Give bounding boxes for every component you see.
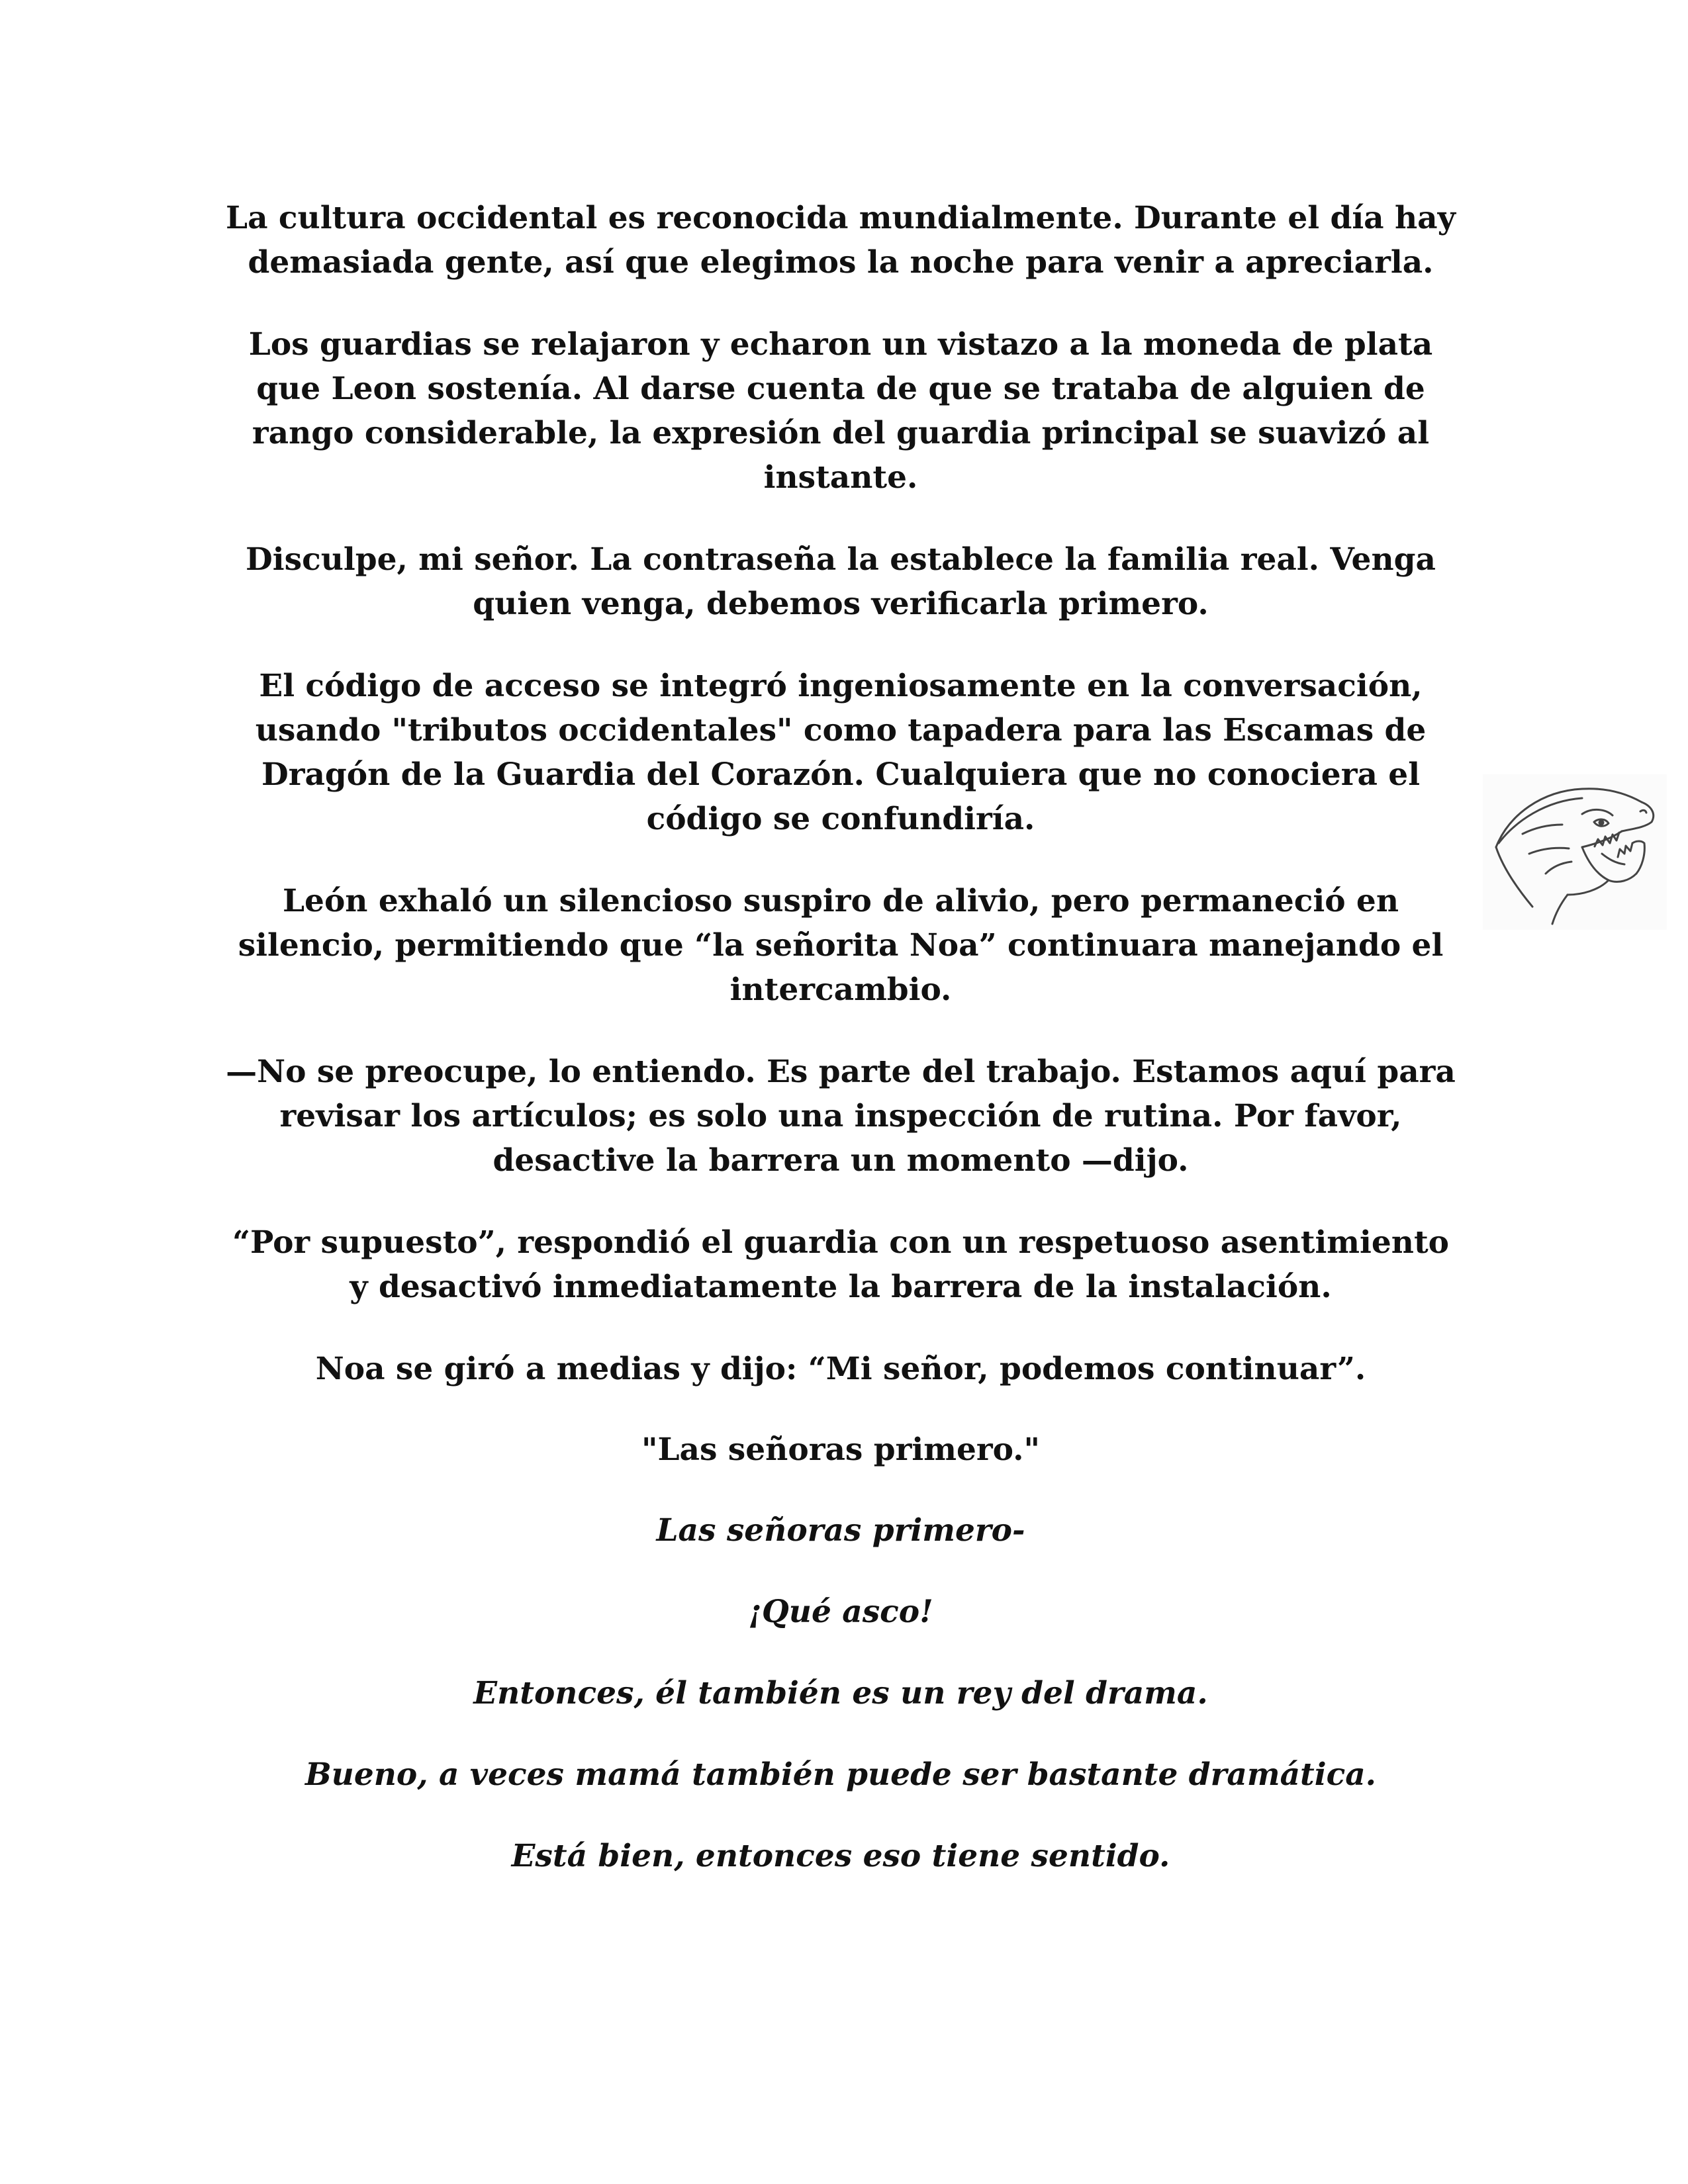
- paragraph-1: La cultura occidental es reconocida mundialmente. Durante el día hay demasiada gente, así que elegimos la noche para venir a apreciarla.: [226, 200, 1456, 281]
- paragraph-3: Disculpe, mi señor. La contraseña la establece la familia real. Venga quien venga, debemos verificarla primero.: [246, 541, 1436, 622]
- paragraph-8: Noa se giró a medias y dijo: “Mi señor, podemos continuar”.: [315, 1351, 1366, 1387]
- thought-line-4: Bueno, a veces mamá también puede ser bastante dramática.: [305, 1756, 1377, 1793]
- document-body: [218, 196, 1463, 1915]
- paragraph-9: "Las señoras primero.": [641, 1432, 1040, 1468]
- paragraph-2: Los guardias se relajaron y echaron un vistazo a la moneda de plata que Leon sostenía. Al darse cuenta de que se trataba de alguien de rango considerable, la expresión del guardia principal se suavizó al instante.: [248, 326, 1433, 496]
- thought-line-5: Está bien, entonces eso tiene sentido.: [511, 1838, 1170, 1874]
- thought-line-3: Entonces, él también es un rey del drama.: [473, 1675, 1208, 1711]
- paragraph-6: —No se preocupe, lo entiendo. Es parte del trabajo. Estamos aquí para revisar los artículos; es solo una inspección de rutina. Por favor, desactive la barrera un momento —dijo.: [226, 1054, 1456, 1179]
- thought-line-2: ¡Qué asco!: [748, 1594, 933, 1630]
- paragraph-4: El código de acceso se integró ingeniosamente en la conversación, usando "tributos occidentales" como tapadera para las Escamas de Dragón de la Guardia del Corazón. Cualquiera que no conociera el código se confundiría.: [255, 668, 1427, 837]
- paragraph-5: León exhaló un silencioso suspiro de alivio, pero permaneció en silencio, permitiendo que “la señorita Noa” continuara manejando el intercambio.: [238, 883, 1444, 1008]
- paragraph-7: “Por supuesto”, respondió el guardia con un respetuoso asentimiento y desactivó inmediatamente la barrera de la instalación.: [232, 1224, 1450, 1305]
- dinosaur-head-sketch-icon: [1483, 774, 1667, 930]
- thought-line-1: Las señoras primero-: [656, 1512, 1025, 1549]
